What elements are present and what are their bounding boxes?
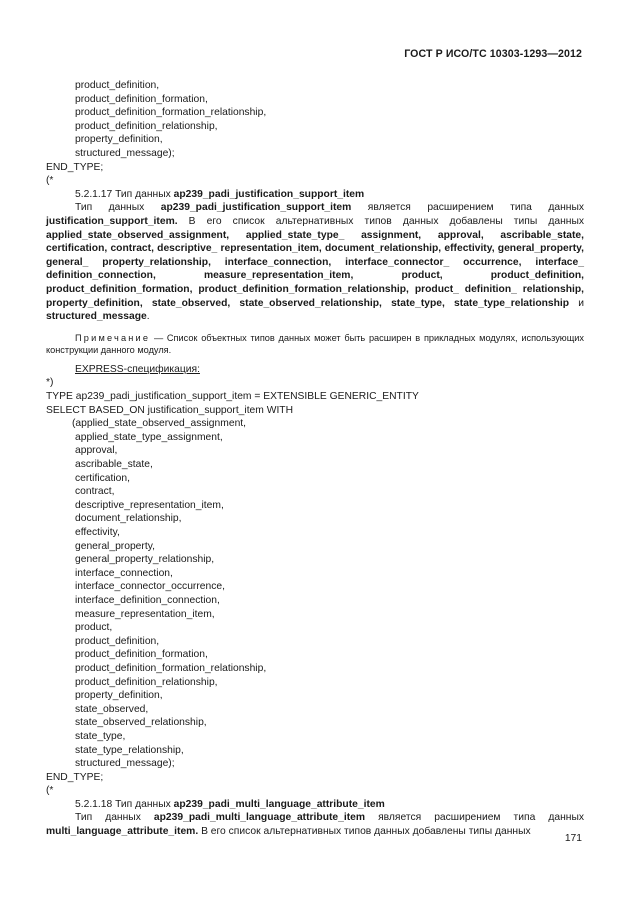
- code-line: effectivity,: [75, 527, 120, 538]
- code-line: general_property,: [75, 540, 155, 552]
- para-text: является расширением типа данных: [351, 202, 584, 214]
- section-heading-5-2-1-18: [46, 798, 584, 812]
- section-paragraph: [46, 201, 584, 323]
- code-line: interface_definition_connection,: [75, 594, 220, 606]
- code-line: approval,: [75, 445, 118, 457]
- code-line: general_property_relationship,: [75, 554, 215, 566]
- code-line: measure_representation_item,: [75, 608, 215, 620]
- code-line: product_definition_formation_relationship,: [75, 662, 267, 674]
- code-line: document_relationship,: [75, 513, 182, 525]
- para-type-name: multi_language_attribute_item.: [46, 826, 199, 838]
- document-header: ГОСТ Р ИСО/ТС 10303-1293—2012: [404, 48, 582, 60]
- para-type-name: ap239_padi_multi_language_attribute_item: [153, 812, 366, 824]
- code-line: certification,: [75, 472, 130, 484]
- code-line: interface_connection,: [75, 567, 173, 579]
- para-type-list: applied_state_observed_assignment, applied_state_type_ assignment, approval, ascribable_state, certification, contract, descriptive_ representation_item, document_relationship, effectivity, general_property, general_ property_relationship, interface_connection, interface_connector_ occurrence, interface_ definition_connection, measure_representation_item, product, product_definition, product_definition_formation, product_definition_formation_relationship, product_ definition_ relationship, property_definition, state_observed, state_observed_relationship, state_type, state_type_relationship: [46, 229, 584, 309]
- para-type-name: justification_support_item.: [46, 215, 178, 227]
- note-label: Примечание: [75, 332, 151, 343]
- note-text: — Список объектных типов данных может быть расширен в прикладных модулях, использующих конструкции данного модуля.: [46, 332, 584, 356]
- para-text: В его список альтернативных типов данных добавлены типы данных: [198, 826, 531, 838]
- code-line: structured_message);: [75, 758, 175, 770]
- express-spec-label: [46, 363, 584, 377]
- para-text: является расширением типа данных: [365, 812, 584, 824]
- para-type-name: structured_message: [46, 311, 147, 323]
- code-line: state_observed,: [75, 703, 149, 715]
- code-line: ascribable_state,: [75, 459, 153, 471]
- comment-open-line: (*: [46, 785, 54, 797]
- select-line: SELECT BASED_ON justification_support_item WITH: [46, 404, 294, 416]
- code-line: product_definition,: [75, 635, 160, 647]
- express-label-text: EXPRESS-спецификация:: [75, 363, 200, 375]
- code-line: product_definition_relationship,: [75, 676, 218, 688]
- code-line: applied_state_type_assignment,: [75, 431, 223, 443]
- para-text: .: [146, 311, 150, 323]
- heading-prefix: 5.2.1.18 Тип данных: [75, 798, 174, 810]
- note-paragraph: [46, 332, 584, 357]
- type-declaration-line: TYPE ap239_padi_justification_support_item = EXTENSIBLE GENERIC_ENTITY: [46, 391, 419, 403]
- code-line: state_type,: [75, 730, 126, 742]
- para-text: Тип данных: [75, 202, 161, 214]
- comment-close-line: *): [46, 377, 54, 389]
- code-line: interface_connector_occurrence,: [75, 581, 225, 593]
- code-line: product_definition_formation_relationship,: [75, 107, 267, 119]
- code-line: state_observed_relationship,: [75, 717, 207, 729]
- section-paragraph: [46, 811, 584, 838]
- para-text: В его список альтернативных типов данных добавлены типы данных: [177, 215, 584, 227]
- code-line: product_definition,: [75, 80, 160, 91]
- end-type-line: END_TYPE;: [46, 161, 104, 173]
- comment-open-line: (*: [46, 175, 54, 187]
- section-heading-5-2-1-17: [46, 188, 584, 202]
- code-line: product,: [75, 622, 113, 634]
- code-line: product_definition_formation,: [75, 649, 208, 661]
- code-line: property_definition,: [75, 690, 163, 702]
- page-content: [46, 79, 584, 839]
- page-number: 171: [564, 833, 582, 844]
- heading-type-name: ap239_padi_multi_language_attribute_item: [173, 798, 385, 810]
- end-type-line: END_TYPE;: [46, 771, 104, 783]
- code-line: descriptive_representation_item,: [75, 499, 224, 511]
- code-line: contract,: [75, 486, 115, 498]
- code-line: (applied_state_observed_assignment,: [72, 418, 247, 430]
- code-line: product_definition_formation,: [75, 93, 208, 105]
- heading-type-name: ap239_padi_justification_support_item: [173, 188, 365, 200]
- para-text: Тип данных: [75, 812, 154, 824]
- para-type-name: ap239_padi_justification_support_item: [160, 202, 352, 214]
- heading-prefix: 5.2.1.17 Тип данных: [75, 188, 174, 200]
- para-text: и: [569, 297, 584, 309]
- code-line: product_definition_relationship,: [75, 120, 218, 132]
- code-line: state_type_relationship,: [75, 744, 184, 756]
- code-line: structured_message);: [75, 147, 175, 159]
- code-line: property_definition,: [75, 134, 163, 146]
